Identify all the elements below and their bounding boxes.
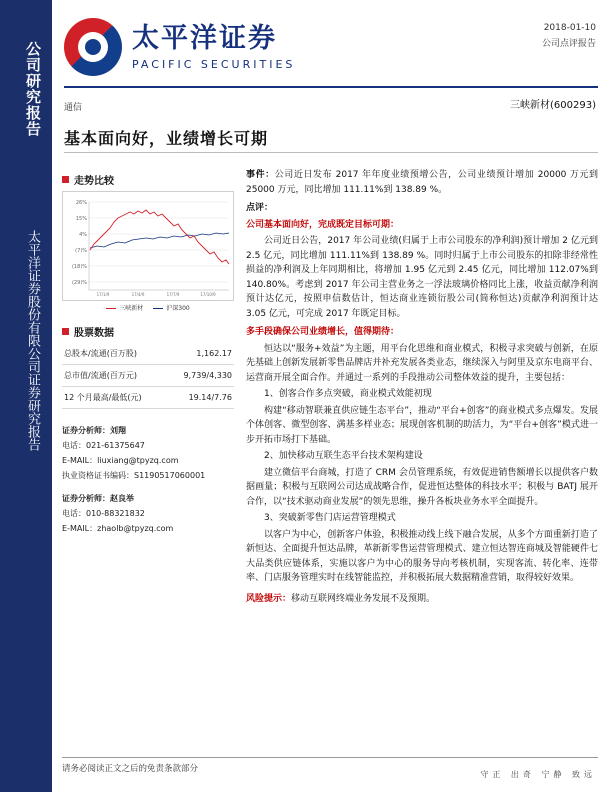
risk-section	[246, 592, 598, 607]
main-body	[246, 168, 598, 610]
comment-heading-paragraph	[246, 201, 598, 216]
bullet-square-icon	[62, 328, 69, 335]
analyst-phone: 电话：021-61375647	[62, 441, 145, 450]
analyst-email: E-MAIL：liuxiang@tpyzq.com	[62, 456, 179, 465]
title-divider	[64, 152, 598, 153]
section2-item1-heading: 1、创客合作多点突破，商业模式效能初现	[264, 389, 432, 399]
svg-text:(29)%: (29)%	[71, 280, 87, 286]
stat-value: 9,739/4,330	[167, 365, 234, 387]
bullet-square-icon	[62, 176, 69, 183]
table-row	[62, 365, 234, 387]
event-heading: 事件：	[246, 170, 275, 180]
risk-text: 移动互联网终端业务发展不及预期。	[291, 593, 436, 604]
footer-disclaimer: 请务必阅读正文之后的免责条款部分	[62, 764, 199, 774]
svg-text:17/7/9: 17/7/9	[166, 292, 180, 297]
event-paragraph	[246, 168, 598, 197]
chart-legend	[62, 303, 234, 312]
legend-item-stock: 三峡新材	[106, 303, 143, 312]
analyst-secondary	[62, 491, 234, 536]
legend-item-index: 沪深300	[153, 303, 189, 312]
stat-label: 总股本/流通(百万股)	[62, 343, 167, 365]
svg-text:17/10/9: 17/10/9	[200, 292, 216, 297]
svg-text:17/1/9: 17/1/9	[96, 292, 110, 297]
section2-item2-text: 建立微信平台商城，打造了 CRM 会员管理系统，有效促进销售额增长以提供客户数据画量；积极与互联网公司达成战略合作，促进恒达整体的科技水平；积极与 BATJ 展开合作，以“技术驱动商业发展”的领先思维，操升各板块业务水平全面提升。	[246, 467, 598, 507]
analyst-name: 证券分析师：赵良举	[62, 494, 134, 503]
svg-text:15%: 15%	[75, 216, 87, 222]
table-row	[62, 343, 234, 365]
band-subtitle: 太平洋证券股份有限公司证券研究报告	[25, 229, 40, 451]
left-side-band	[0, 0, 52, 792]
stats-section-heading	[62, 324, 234, 339]
analyst-cert: 执业资格证书编码：S1190517060001	[62, 471, 206, 480]
event-text: 公司近日发布 2017 年年度业绩预增公告，公司业绩预计增加 20000 万元到 25000 万元，同比增加 111.11%到 138.89 %。	[246, 170, 598, 195]
svg-text:(18)%: (18)%	[71, 264, 87, 270]
section2	[246, 325, 598, 586]
section2-item1-text: 构建“移动智联兼直供应链生态平台”，推动“平台+创客”的商业模式多点爆发。发展个体创客、微型创客、满基多样业态；展现创客机制的助活力，为“平台+创客”模式进一步开拓市场打下基础。	[246, 405, 598, 445]
header-divider	[64, 86, 598, 88]
page-title: 基本面向好，业绩增长可期	[64, 129, 269, 148]
chart-svg	[63, 192, 233, 300]
stat-value: 19.14/7.76	[167, 387, 234, 409]
analyst-phone: 电话：010-88321832	[62, 509, 145, 518]
brand-logo	[64, 18, 295, 76]
section2-heading: 多手段确保公司业绩增长，值得期待：	[246, 327, 400, 337]
risk-heading: 风险提示：	[246, 593, 292, 604]
report-date: 2018-01-10	[543, 23, 596, 33]
price-trend-chart	[62, 191, 234, 301]
brand-name-en: PACIFIC SECURITIES	[132, 58, 296, 71]
stat-value: 1,162.17	[167, 343, 234, 365]
section2-item3-heading: 3、突破新零售门店运营管理模式	[264, 513, 396, 523]
analyst-block	[62, 423, 234, 536]
analyst-primary	[62, 423, 234, 483]
event-section	[246, 168, 598, 197]
footer-motto: 守正 出奇 宁静 致远	[480, 770, 596, 779]
risk-paragraph	[246, 592, 598, 607]
chart-heading-label: 走势比较	[74, 176, 114, 187]
svg-text:17/4/9: 17/4/9	[131, 292, 145, 297]
section1-heading: 公司基本面向好，完成既定目标可期：	[246, 219, 400, 230]
sidebar-column	[62, 172, 234, 544]
stats-heading-label: 股票数据	[74, 328, 114, 339]
table-row	[62, 387, 234, 409]
analyst-email: E-MAIL：zhaolb@tpyzq.com	[62, 524, 174, 533]
section2-intro: 恒达以“服务+效益”为主题，用平台化思维和商业模式，积极寻求突破与创新，在原先基础上创新发展新零售品牌店并补充发展各类业态，继续深入与阿里及京东电商平台、运营商开展全面合作。并通过一系列的手段推动公司整体效益的提升，主要包括：	[246, 343, 598, 383]
chart-section-heading	[62, 172, 234, 187]
sector-label: 通信	[64, 103, 83, 113]
brand-text	[132, 23, 295, 71]
band-title: 公司研究报告	[24, 41, 42, 137]
pacific-securities-logo-icon	[64, 18, 122, 76]
section2-item2-heading: 2、加快移动互联生态平台技术架构建设	[264, 451, 423, 461]
section2-item3-text: 以客户为中心，创新客户体验，积极推动线上线下融合发展，从多个方面重新打造了新恒达、全面提升恒达品牌，革新新零售运营管理模式、建立恒达智连商城及智能硬件七大品类供应链体系，实施以客户为中心的服务导向考核机制，实现客流、转化率、连带率、门店服务管理实时在线智能监控，并积极拓展大数据精准营销，取得较好效果。	[246, 529, 598, 583]
svg-text:26%: 26%	[75, 200, 87, 206]
header-meta	[542, 20, 596, 52]
svg-text:(7)%: (7)%	[75, 248, 87, 254]
footer-divider	[62, 757, 598, 758]
brand-name-cn: 太平洋证券	[132, 23, 277, 54]
stock-data-table	[62, 343, 234, 409]
svg-text:4%: 4%	[79, 232, 87, 238]
comment-heading: 点评：	[246, 203, 274, 213]
document-header	[52, 0, 612, 96]
stat-label: 总市值/流通(百万元)	[62, 365, 167, 387]
stock-code-label: 三峡新材(600293)	[510, 100, 596, 111]
section1-paragraph: 公司近日公告，2017 年公司业绩(归属于上市公司股东的净利润)预计增加 2 亿元到 2.5 亿元，同比增加 111.11%到 138.89 %。同时归属于上市公司股东的扣除非经常性损益的净利润及上年同期相比，将增加 1.95 亿元到 2.45 亿元，同比增加 112.07%到 140.80%。考虑到 2017 年公司主营业务之一浮法玻璃价格同比上涨，收益贡献净利润预计达亿元，按照申信数估计，恒达商业连锁衍股公司(简称恒达)贡献净利润预计达 3.05 亿元，可完成 2017 年既定目标。	[246, 236, 598, 319]
analyst-name: 证券分析师：刘翔	[62, 426, 126, 435]
comment-section	[246, 201, 598, 321]
report-type: 公司点评报告	[541, 39, 596, 49]
stat-label: 12 个月最高/最低(元)	[62, 387, 167, 409]
